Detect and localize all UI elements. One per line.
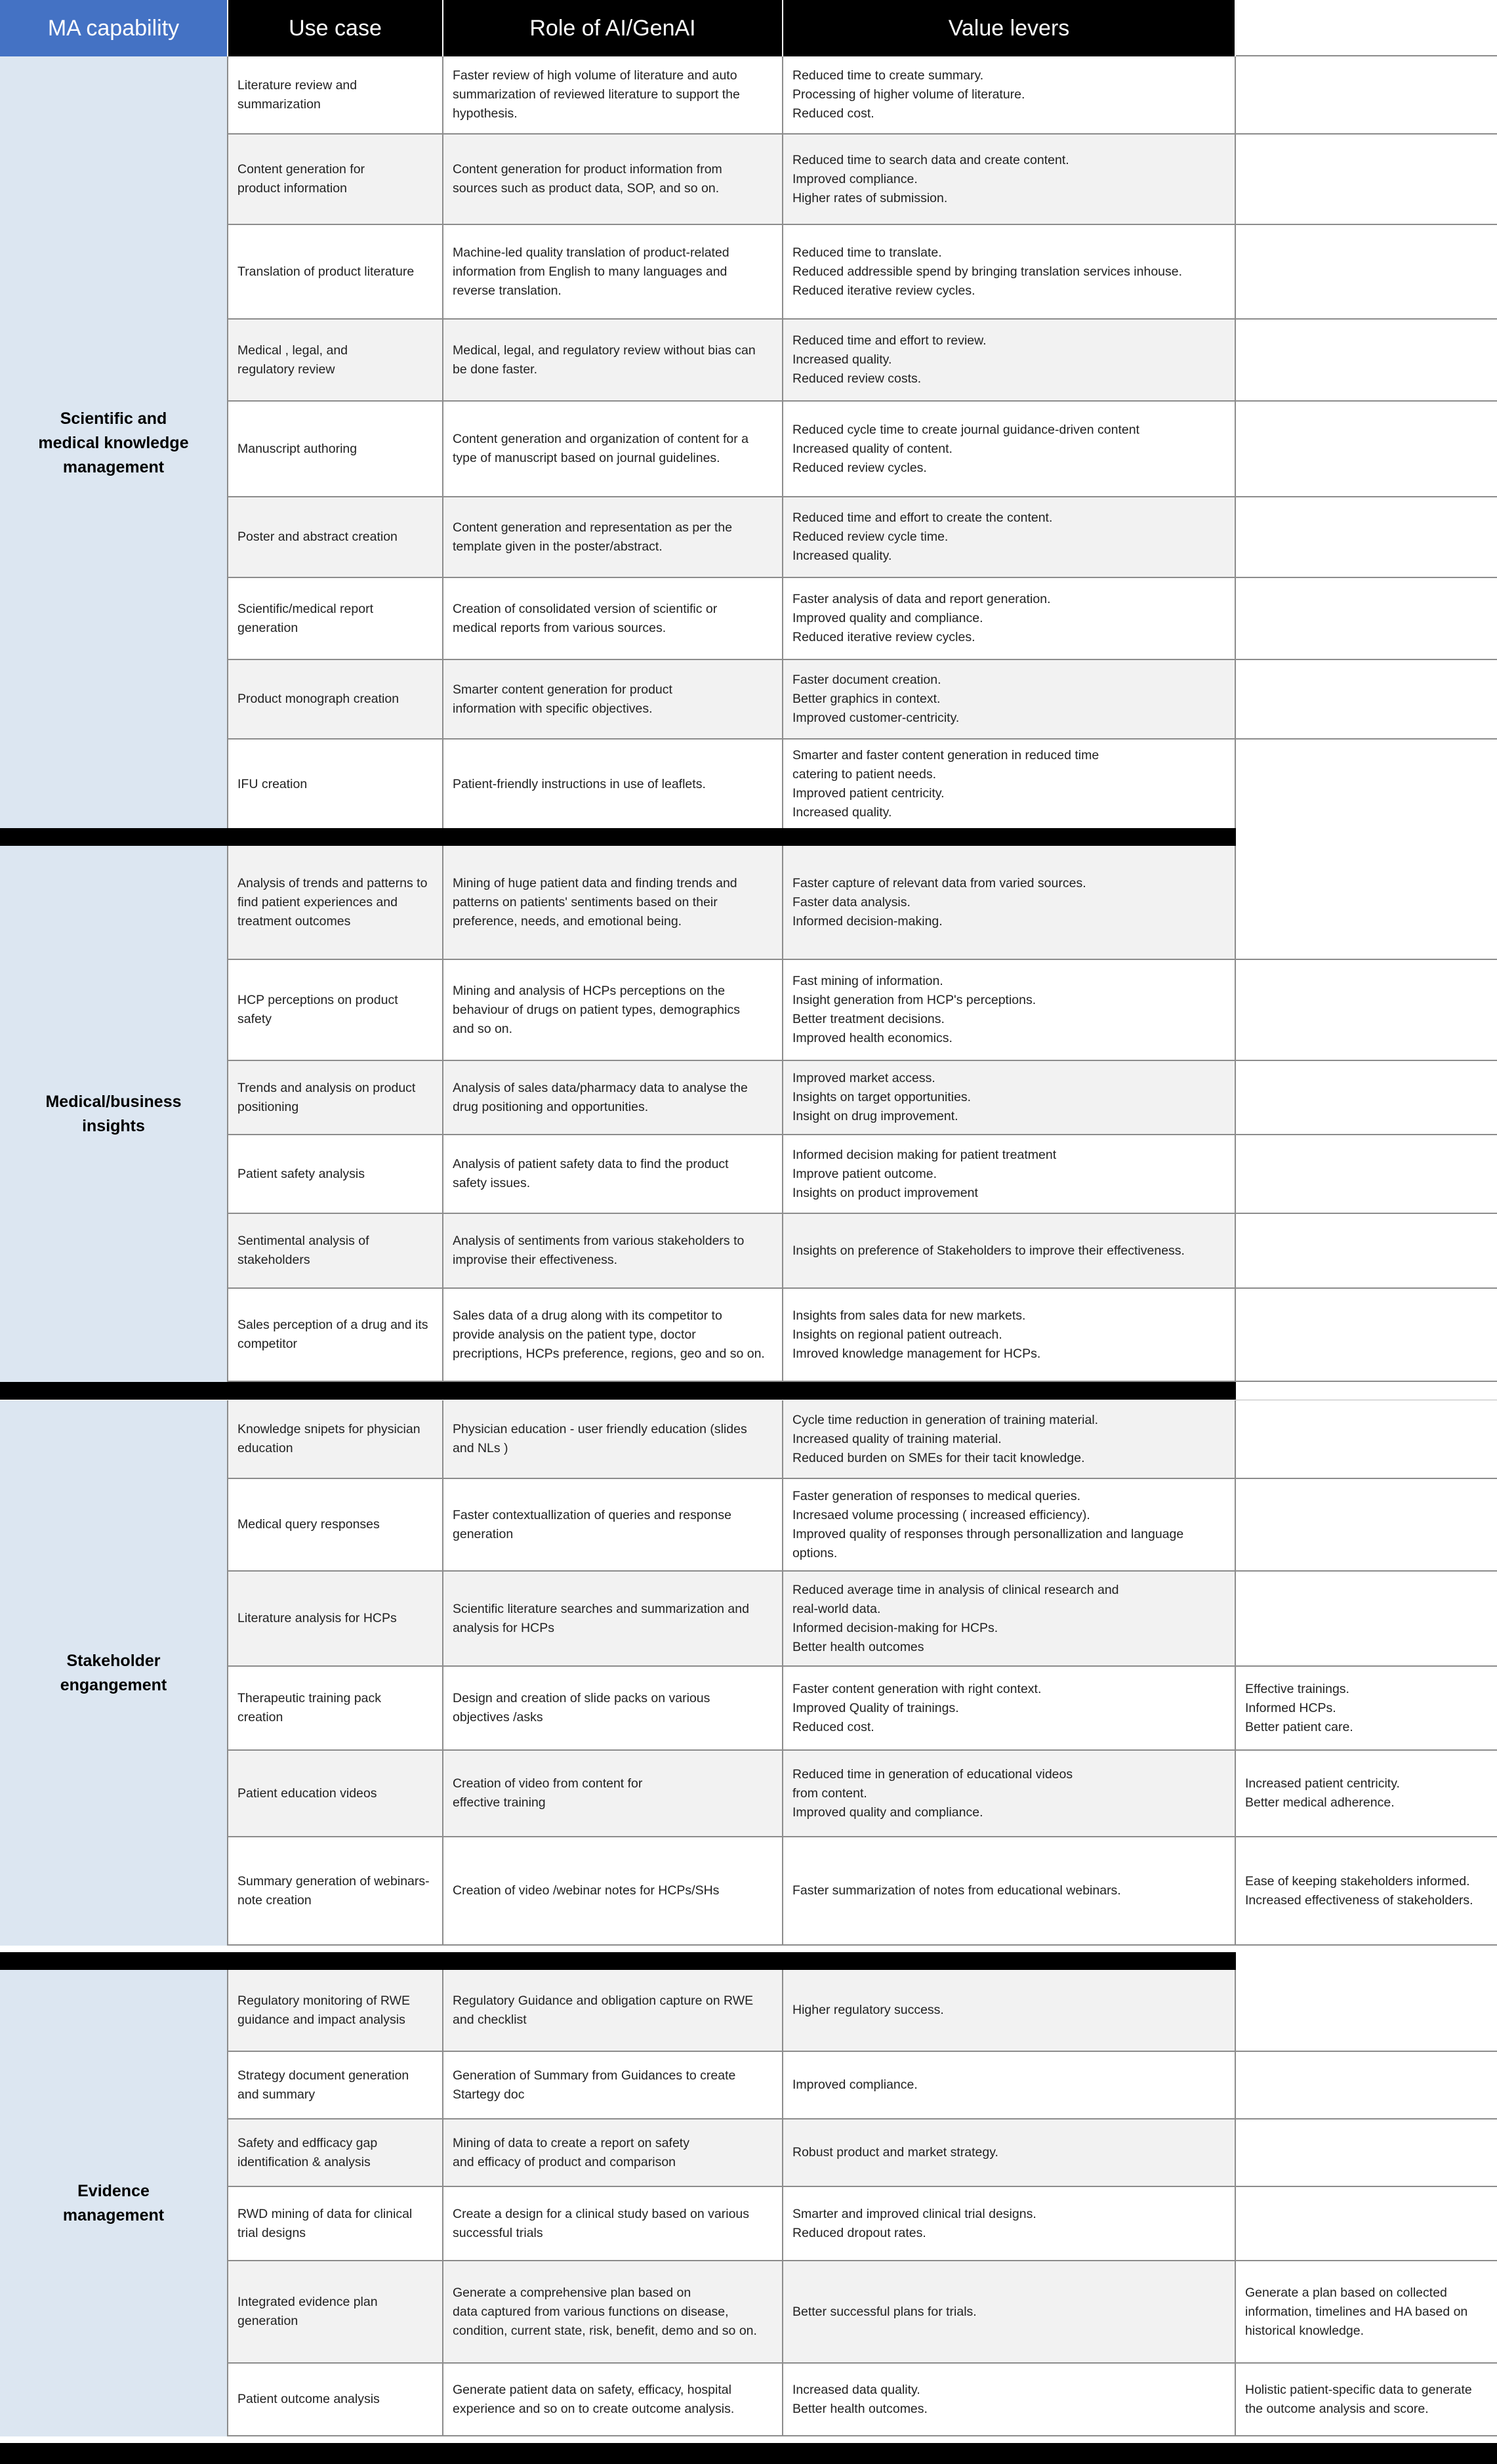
role-cell: Patient-friendly instructions in use of leaflets. <box>443 740 783 830</box>
capability-cell: Stakeholder engangement <box>0 1400 228 1946</box>
value-lever-cell: Better successful plans for trials. <box>783 2261 1236 2364</box>
extra-notes-cell: Ease of keeping stakeholders informed. Increased effectiveness of stakeholders. <box>1236 1837 1497 1946</box>
use-case-cell: Regulatory monitoring of RWE guidance and impact analysis <box>228 1970 443 2052</box>
section-separator-extension <box>1236 1382 1497 1400</box>
role-cell: Mining and analysis of HCPs perceptions on the behaviour of drugs on patient types, demographics and so on. <box>443 960 783 1061</box>
extra-notes-cell <box>1236 1289 1497 1382</box>
value-lever-cell: Faster content generation with right context. Improved Quality of trainings. Reduced cost. <box>783 1667 1236 1751</box>
header-extra <box>1236 0 1497 56</box>
use-case-cell: Poster and abstract creation <box>228 497 443 578</box>
value-lever-cell: Improved market access. Insights on target opportunities. Insight on drug improvement. <box>783 1061 1236 1135</box>
section-separator <box>0 828 1236 846</box>
value-lever-cell: Reduced cycle time to create journal guidance-driven content Increased quality of content. Reduced review cycles. <box>783 402 1236 497</box>
value-lever-cell: Reduced time and effort to create the content. Reduced review cycle time. Increased quality. <box>783 497 1236 578</box>
value-lever-cell: Faster generation of responses to medical queries. Incresaed volume processing ( increased efficiency). Improved quality of responses through personallization and language options. <box>783 1479 1236 1572</box>
extra-notes-cell <box>1236 320 1497 402</box>
value-lever-cell: Faster capture of relevant data from varied sources. Faster data analysis. Informed decision-making. <box>783 846 1236 960</box>
extra-notes-cell: Generate a plan based on collected information, timelines and HA based on historical knowledge. <box>1236 2261 1497 2364</box>
value-lever-cell: Reduced time to search data and create content. Improved compliance. Higher rates of submission. <box>783 135 1236 225</box>
value-lever-cell: Insights on preference of Stakeholders to improve their effectiveness. <box>783 1214 1236 1289</box>
role-cell: Creation of video /webinar notes for HCPs/SHs <box>443 1837 783 1946</box>
role-cell: Mining of huge patient data and finding trends and patterns on patients' sentiments based on their preference, needs, and emotional being. <box>443 846 783 960</box>
use-case-cell: Scientific/medical report generation <box>228 578 443 660</box>
use-case-cell: Patient outcome analysis <box>228 2364 443 2436</box>
value-lever-cell: Faster document creation. Better graphics in context. Improved customer-centricity. <box>783 660 1236 740</box>
role-cell: Regulatory Guidance and obligation capture on RWE and checklist <box>443 1970 783 2052</box>
use-case-cell: Medical , legal, and regulatory review <box>228 320 443 402</box>
extra-notes-cell <box>1236 1400 1497 1479</box>
value-lever-cell: Faster analysis of data and report generation. Improved quality and compliance. Reduced iterative review cycles. <box>783 578 1236 660</box>
extra-notes-cell <box>1236 497 1497 578</box>
role-cell: Content generation and organization of content for a type of manuscript based on journal guidelines. <box>443 402 783 497</box>
section-separator <box>0 1382 1236 1400</box>
value-lever-cell: Insights from sales data for new markets. Insights on regional patient outreach. Imroved knowledge management for HCPs. <box>783 1289 1236 1382</box>
extra-notes-cell <box>1236 578 1497 660</box>
role-cell: Creation of video from content for effective training <box>443 1751 783 1837</box>
extra-notes-cell <box>1236 2187 1497 2261</box>
extra-notes-cell <box>1236 402 1497 497</box>
extra-notes-cell <box>1236 1135 1497 1214</box>
use-case-cell: Manuscript authoring <box>228 402 443 497</box>
role-cell: Creation of consolidated version of scientific or medical reports from various sources. <box>443 578 783 660</box>
value-lever-cell: Higher regulatory success. <box>783 1970 1236 2052</box>
role-cell: Analysis of sentiments from various stakeholders to improvise their effectiveness. <box>443 1214 783 1289</box>
role-cell: Medical, legal, and regulatory review without bias can be done faster. <box>443 320 783 402</box>
header-ma-capability: MA capability <box>0 0 228 56</box>
use-case-cell: RWD mining of data for clinical trial designs <box>228 2187 443 2261</box>
capability-cell: Scientific and medical knowledge management <box>0 56 228 830</box>
section-separator <box>0 2443 1497 2464</box>
use-case-cell: Product monograph creation <box>228 660 443 740</box>
extra-notes-cell <box>1236 2052 1497 2119</box>
use-case-cell: HCP perceptions on product safety <box>228 960 443 1061</box>
use-case-cell: Literature review and summarization <box>228 56 443 135</box>
extra-notes-cell <box>1236 846 1497 960</box>
role-cell: Create a design for a clinical study based on various successful trials <box>443 2187 783 2261</box>
value-lever-cell: Reduced time in generation of educational videos from content. Improved quality and compliance. <box>783 1751 1236 1837</box>
value-lever-cell: Improved compliance. <box>783 2052 1236 2119</box>
role-cell: Mining of data to create a report on safety and efficacy of product and comparison <box>443 2119 783 2187</box>
use-case-cell: Sales perception of a drug and its competitor <box>228 1289 443 1382</box>
extra-notes-cell <box>1236 225 1497 320</box>
extra-notes-cell <box>1236 56 1497 135</box>
role-cell: Content generation and representation as per the template given in the poster/abstract. <box>443 497 783 578</box>
use-case-cell: IFU creation <box>228 740 443 830</box>
extra-notes-cell: Increased patient centricity. Better medical adherence. <box>1236 1751 1497 1837</box>
use-case-cell: Integrated evidence plan generation <box>228 2261 443 2364</box>
use-case-cell: Medical query responses <box>228 1479 443 1572</box>
use-case-cell: Literature analysis for HCPs <box>228 1572 443 1667</box>
use-case-cell: Safety and edfficacy gap identification & analysis <box>228 2119 443 2187</box>
extra-notes-cell: Holistic patient-specific data to generate the outcome analysis and score. <box>1236 2364 1497 2436</box>
extra-notes-cell <box>1236 1214 1497 1289</box>
use-case-cell: Translation of product literature <box>228 225 443 320</box>
capability-cell: Medical/business insights <box>0 846 228 1382</box>
use-case-cell: Therapeutic training pack creation <box>228 1667 443 1751</box>
use-case-cell: Patient education videos <box>228 1751 443 1837</box>
role-cell: Scientific literature searches and summarization and analysis for HCPs <box>443 1572 783 1667</box>
role-cell: Faster contextuallization of queries and response generation <box>443 1479 783 1572</box>
value-lever-cell: Fast mining of information. Insight generation from HCP's perceptions. Better treatment decisions. Improved health economics. <box>783 960 1236 1061</box>
header-use-case: Use case <box>228 0 443 56</box>
extra-notes-cell <box>1236 740 1497 830</box>
value-lever-cell: Informed decision making for patient treatment Improve patient outcome. Insights on product improvement <box>783 1135 1236 1214</box>
role-cell: Generate patient data on safety, efficacy, hospital experience and so on to create outcome analysis. <box>443 2364 783 2436</box>
section-separator <box>0 1952 1236 1970</box>
value-lever-cell: Reduced time and effort to review. Increased quality. Reduced review costs. <box>783 320 1236 402</box>
value-lever-cell: Reduced time to create summary. Processing of higher volume of literature. Reduced cost. <box>783 56 1236 135</box>
use-case-cell: Sentimental analysis of stakeholders <box>228 1214 443 1289</box>
role-cell: Design and creation of slide packs on various objectives /asks <box>443 1667 783 1751</box>
use-case-cell: Content generation for product information <box>228 135 443 225</box>
section-separator-extension <box>1236 828 1497 846</box>
role-cell: Physician education - user friendly education (slides and NLs ) <box>443 1400 783 1479</box>
value-lever-cell: Reduced average time in analysis of clinical research and real-world data. Informed decision-making for HCPs. Better health outcomes <box>783 1572 1236 1667</box>
value-lever-cell: Smarter and improved clinical trial designs. Reduced dropout rates. <box>783 2187 1236 2261</box>
capability-cell: Evidence management <box>0 1970 228 2436</box>
extra-notes-cell <box>1236 1572 1497 1667</box>
extra-notes-cell <box>1236 1061 1497 1135</box>
role-cell: Analysis of patient safety data to find the product safety issues. <box>443 1135 783 1214</box>
use-case-cell: Summary generation of webinars- note creation <box>228 1837 443 1946</box>
use-case-cell: Trends and analysis on product positioning <box>228 1061 443 1135</box>
header-value-levers: Value levers <box>783 0 1236 56</box>
value-lever-cell: Robust product and market strategy. <box>783 2119 1236 2187</box>
role-cell: Faster review of high volume of literature and auto summarization of reviewed literature to support the hypothesis. <box>443 56 783 135</box>
role-cell: Generate a comprehensive plan based on data captured from various functions on disease, condition, current state, risk, benefit, demo and so on. <box>443 2261 783 2364</box>
extra-notes-cell <box>1236 2119 1497 2187</box>
use-case-cell: Analysis of trends and patterns to find patient experiences and treatment outcomes <box>228 846 443 960</box>
extra-notes-cell <box>1236 660 1497 740</box>
role-cell: Generation of Summary from Guidances to create Startegy doc <box>443 2052 783 2119</box>
use-case-cell: Knowledge snipets for physician education <box>228 1400 443 1479</box>
value-lever-cell: Smarter and faster content generation in reduced time catering to patient needs. Improved patient centricity. Increased quality. <box>783 740 1236 830</box>
value-lever-cell: Cycle time reduction in generation of training material. Increased quality of training material. Reduced burden on SMEs for their tacit knowledge. <box>783 1400 1236 1479</box>
value-lever-cell: Increased data quality. Better health outcomes. <box>783 2364 1236 2436</box>
section-separator-extension <box>1236 1952 1497 1971</box>
extra-notes-cell <box>1236 135 1497 225</box>
role-cell: Machine-led quality translation of product-related information from English to many languages and reverse translation. <box>443 225 783 320</box>
use-case-cell: Strategy document generation and summary <box>228 2052 443 2119</box>
extra-notes-cell <box>1236 1970 1497 2052</box>
extra-notes-cell <box>1236 960 1497 1061</box>
value-lever-cell: Faster summarization of notes from educational webinars. <box>783 1837 1236 1946</box>
value-lever-cell: Reduced time to translate. Reduced addressible spend by bringing translation services inhouse. Reduced iterative review cycles. <box>783 225 1236 320</box>
extra-notes-cell <box>1236 1479 1497 1572</box>
role-cell: Smarter content generation for product information with specific objectives. <box>443 660 783 740</box>
header-role: Role of AI/GenAI <box>443 0 783 56</box>
role-cell: Content generation for product information from sources such as product data, SOP, and so on. <box>443 135 783 225</box>
role-cell: Sales data of a drug along with its competitor to provide analysis on the patient type, doctor precriptions, HCPs preference, regions, geo and so on. <box>443 1289 783 1382</box>
use-case-cell: Patient safety analysis <box>228 1135 443 1214</box>
extra-notes-cell: Effective trainings. Informed HCPs. Better patient care. <box>1236 1667 1497 1751</box>
role-cell: Analysis of sales data/pharmacy data to analyse the drug positioning and opportunities. <box>443 1061 783 1135</box>
